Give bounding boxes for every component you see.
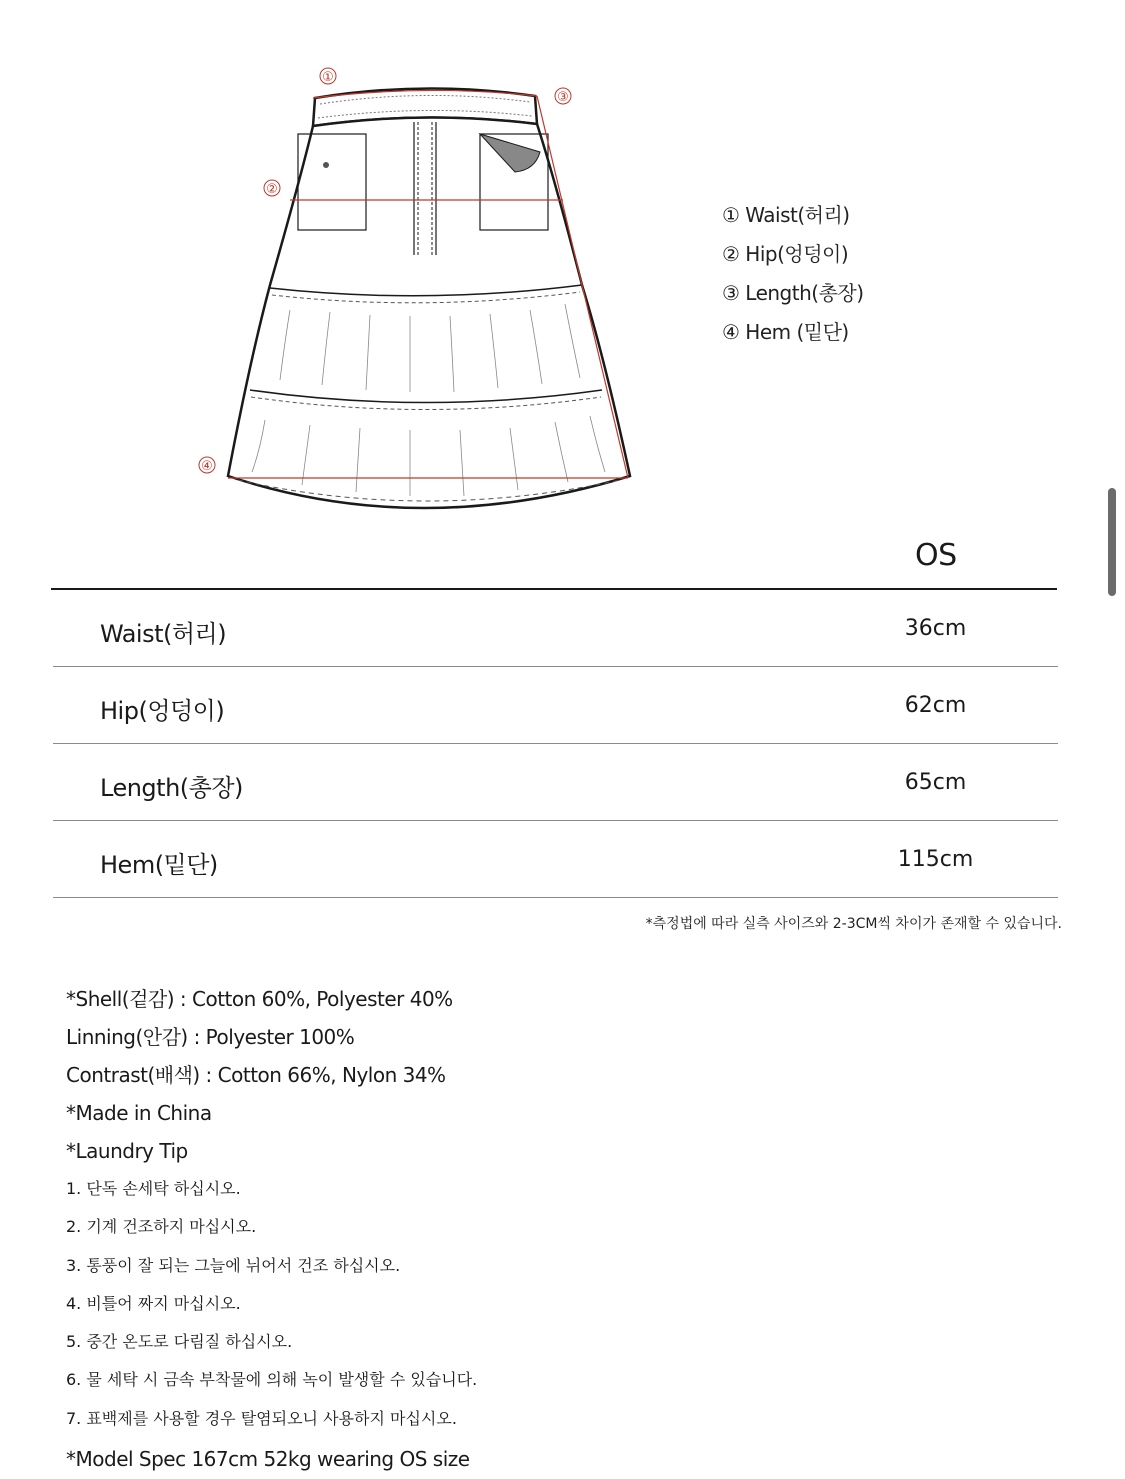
product-info xyxy=(66,984,766,1474)
laundry-tip: 3. 통풍이 잘 되는 그늘에 뉘어서 건조 하십시오. xyxy=(66,1255,401,1275)
laundry-tip: 2. 기계 건조하지 마십시오. xyxy=(66,1217,257,1237)
laundry-tip: 6. 물 세탁 시 금속 부착물에 의해 녹이 발생할 수 있습니다. xyxy=(66,1370,478,1390)
size-value: 36cm xyxy=(904,616,967,641)
size-value: 62cm xyxy=(904,693,967,718)
material-lining: Linning(안감) : Polyester 100% xyxy=(66,1025,355,1049)
scrollbar-thumb[interactable] xyxy=(1108,488,1116,596)
size-label: Length(총장) xyxy=(100,774,243,802)
legend-waist: ① Waist(허리) xyxy=(722,203,850,227)
model-spec: *Model Spec 167cm 52kg wearing OS size xyxy=(66,1447,470,1472)
size-label: Hem(밑단) xyxy=(100,851,218,879)
svg-text:①: ① xyxy=(322,70,334,85)
skirt-diagram xyxy=(190,60,650,530)
pocket-button xyxy=(323,162,329,168)
size-value: 65cm xyxy=(904,770,967,795)
material-shell: *Shell(겉감) : Cotton 60%, Polyester 40% xyxy=(66,987,453,1011)
size-label: Waist(허리) xyxy=(100,620,227,648)
origin: *Made in China xyxy=(66,1101,212,1125)
laundry-heading: *Laundry Tip xyxy=(66,1139,188,1163)
laundry-tip: 4. 비틀어 짜지 마십시오. xyxy=(66,1293,241,1313)
svg-text:②: ② xyxy=(266,182,278,197)
legend-length: ③ Length(총장) xyxy=(722,281,864,305)
measurement-legend xyxy=(722,196,864,352)
size-row-hip xyxy=(53,667,1058,744)
legend-hem: ④ Hem (밑단) xyxy=(722,320,849,344)
size-label: Hip(엉덩이) xyxy=(100,697,225,725)
marker-1 xyxy=(320,68,336,85)
marker-3 xyxy=(555,88,571,105)
measurement-note: *측정법에 따라 실측 사이즈와 2-3CM씩 차이가 존재할 수 있습니다. xyxy=(645,916,1062,932)
svg-text:③: ③ xyxy=(557,90,569,105)
laundry-tip: 5. 중간 온도로 다림질 하십시오. xyxy=(66,1332,293,1352)
marker-4 xyxy=(199,457,215,474)
laundry-tip: 7. 표백제를 사용할 경우 탈염되오니 사용하지 마십시오. xyxy=(66,1408,457,1428)
legend-hip: ② Hip(엉덩이) xyxy=(722,242,849,266)
size-row-hem xyxy=(53,821,1058,898)
svg-text:④: ④ xyxy=(201,459,213,474)
size-row-length xyxy=(53,744,1058,821)
size-header: OS xyxy=(915,538,957,573)
size-table xyxy=(53,590,1058,898)
material-contrast: Contrast(배색) : Cotton 66%, Nylon 34% xyxy=(66,1063,446,1087)
size-value: 115cm xyxy=(897,847,974,872)
laundry-tip: 1. 단독 손세탁 하십시오. xyxy=(66,1179,241,1198)
marker-2 xyxy=(264,180,280,197)
size-row-waist xyxy=(53,590,1058,667)
skirt-body xyxy=(228,117,630,508)
